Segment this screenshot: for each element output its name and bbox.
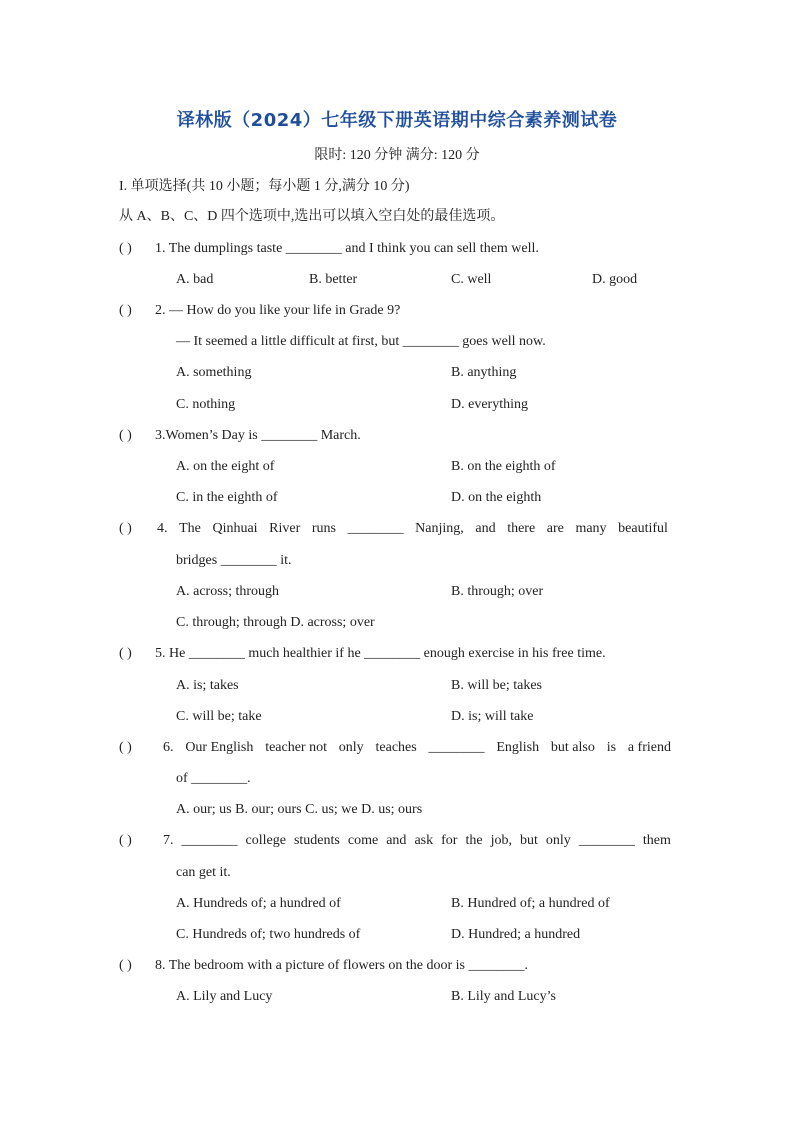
answer-blank: ( ) — [119, 428, 132, 443]
stem-word: English — [496, 740, 540, 755]
answer-blank: ( ) — [119, 740, 132, 755]
option-d: D. everything — [451, 397, 528, 412]
stem-word: 4. — [157, 521, 168, 536]
stem-word: is — [606, 740, 617, 755]
question-stem: 8. The bedroom with a picture of flowers on the door is ________. — [155, 958, 529, 973]
stem-word: the — [465, 833, 483, 848]
answer-blank: ( ) — [119, 241, 132, 256]
option-b: B. anything — [451, 365, 517, 380]
option-d: D. on the eighth — [451, 490, 542, 505]
option-a: A. is; takes — [176, 678, 239, 693]
stem-word: and — [475, 521, 496, 536]
option-a: A. Hundreds of; a hundred of — [176, 896, 341, 911]
page-title: 译林版（2024）七年级下册英语期中综合素养测试卷 — [176, 110, 618, 131]
option-b: B. through; over — [451, 584, 544, 599]
question-stem-continued: can get it. — [176, 865, 231, 880]
stem-word: college — [245, 833, 286, 848]
question-stem — [163, 739, 671, 757]
stem-word: are — [546, 521, 564, 536]
option-a: A. something — [176, 365, 252, 380]
question-stem: 2. — How do you like your life in Grade 9? — [155, 303, 401, 318]
stem-word: many — [575, 521, 607, 536]
option-d: D. good — [592, 272, 638, 287]
option-b: B. better — [309, 272, 358, 287]
option-c-d: C. through; through D. across; over — [176, 615, 375, 630]
question-stem — [163, 832, 671, 850]
stem-word: teacher not — [265, 740, 327, 755]
option-d: D. Hundred; a hundred — [451, 927, 581, 942]
option-b: B. Lily and Lucy’s — [451, 989, 556, 1004]
option-b: B. will be; takes — [451, 678, 542, 693]
option-list: A. our; us B. our; ours C. us; we D. us; ours — [176, 802, 423, 817]
question-4 — [119, 520, 668, 538]
question-stem: 3.Women’s Day is ________ March. — [155, 428, 361, 443]
answer-blank: ( ) — [119, 303, 132, 318]
option-c: C. well — [451, 272, 492, 287]
stem-word: ________ — [181, 833, 238, 848]
stem-word: runs — [311, 521, 336, 536]
question-7 — [119, 832, 671, 850]
stem-word: beautiful — [618, 521, 668, 536]
question-stem: 1. The dumplings taste ________ and I think you can sell them well. — [155, 241, 539, 256]
question-5 — [119, 645, 606, 663]
question-2 — [119, 302, 400, 320]
option-a: A. bad — [176, 272, 214, 287]
stem-word: ________ — [578, 833, 635, 848]
question-stem-continued: of ________. — [176, 771, 251, 786]
stem-word: for — [441, 833, 458, 848]
stem-word: The — [179, 521, 201, 536]
stem-word: job, — [490, 833, 512, 848]
option-a: A. Lily and Lucy — [176, 989, 273, 1004]
stem-word: Our English — [185, 740, 254, 755]
answer-blank: ( ) — [119, 958, 132, 973]
stem-word: only — [338, 740, 364, 755]
question-8 — [119, 957, 528, 975]
time-score-info: 限时: 120 分钟 满分: 120 分 — [314, 148, 480, 163]
question-3 — [119, 427, 361, 445]
option-a: A. on the eight of — [176, 459, 275, 474]
option-b: B. Hundred of; a hundred of — [451, 896, 610, 911]
stem-word: Nanjing, — [415, 521, 464, 536]
question-stem-continued: bridges ________ it. — [176, 553, 292, 568]
stem-word: ________ — [347, 521, 404, 536]
option-c: C. nothing — [176, 397, 236, 412]
stem-word: them — [642, 833, 671, 848]
question-stem — [157, 520, 668, 538]
stem-word: and — [386, 833, 407, 848]
stem-word: Qinhuai — [212, 521, 258, 536]
section-instruction: 从 A、B、C、D 四个选项中,选出可以填入空白处的最佳选项。 — [119, 209, 505, 224]
option-c: C. in the eighth of — [176, 490, 278, 505]
answer-blank: ( ) — [119, 833, 132, 848]
option-d: D. is; will take — [451, 709, 534, 724]
stem-word: come — [347, 833, 379, 848]
stem-word: there — [507, 521, 536, 536]
option-a: A. across; through — [176, 584, 280, 599]
option-b: B. on the eighth of — [451, 459, 556, 474]
stem-word: ________ — [428, 740, 485, 755]
option-c: C. will be; take — [176, 709, 262, 724]
answer-blank: ( ) — [119, 521, 132, 536]
stem-word: 6. — [163, 740, 174, 755]
stem-word: a friend — [627, 740, 671, 755]
stem-word: only — [545, 833, 571, 848]
stem-word: River — [269, 521, 301, 536]
stem-word: 7. — [163, 833, 174, 848]
stem-word: students — [293, 833, 340, 848]
stem-word: ask — [414, 833, 434, 848]
stem-word: but also — [550, 740, 595, 755]
question-stem-continued: — It seemed a little difficult at first, but ________ goes well now. — [176, 334, 546, 349]
answer-blank: ( ) — [119, 646, 132, 661]
question-1 — [119, 240, 539, 258]
question-stem: 5. He ________ much healthier if he ________ enough exercise in his free time. — [155, 646, 606, 661]
question-6 — [119, 739, 671, 757]
option-c: C. Hundreds of; two hundreds of — [176, 927, 361, 942]
stem-word: teaches — [375, 740, 417, 755]
section-heading: I. 单项选择(共 10 小题；每小题 1 分,满分 10 分) — [119, 179, 410, 194]
stem-word: but — [520, 833, 538, 848]
